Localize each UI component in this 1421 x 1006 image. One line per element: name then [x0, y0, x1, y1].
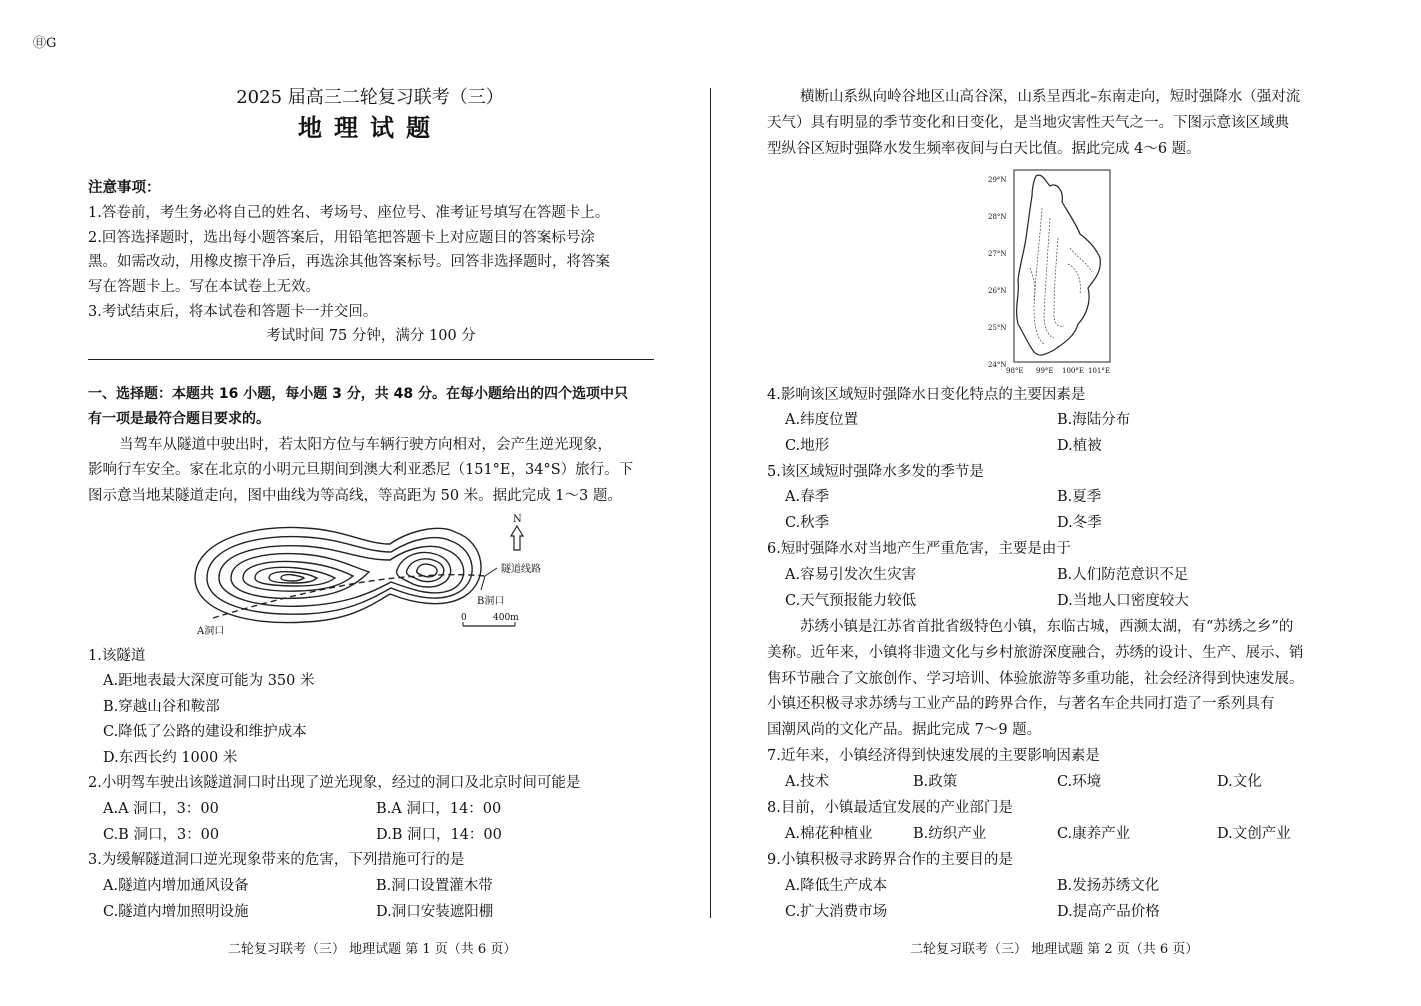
subject-title: 地理试题 [298, 114, 442, 142]
question-option: A.降低生产成本 [785, 878, 888, 894]
region-outline [1017, 175, 1101, 355]
question-option: C.地形 [785, 438, 830, 454]
svg-text:98°E: 98°E [1006, 367, 1024, 375]
svg-text:28°N: 28°N [988, 213, 1007, 221]
scale-end: 400m [493, 613, 519, 623]
question-stem: 6.短时强降水对当地产生严重危害，主要是由于 [767, 541, 1071, 557]
question-option: A.距地表最大深度可能为 350 米 [103, 673, 315, 689]
question-option: B.海陆分布 [1057, 412, 1131, 428]
passage-line: 型纵谷区短时强降水发生频率夜间与白天比值。据此完成 4～6 题。 [767, 141, 1201, 157]
question-option: B.穿越山谷和鞍部 [103, 699, 220, 715]
svg-text:29°N: 29°N [988, 176, 1007, 184]
question-option: C.降低了公路的建设和维护成本 [103, 724, 307, 740]
question-option: A.春季 [785, 489, 830, 505]
tunnel-label: 隧道线路 [501, 564, 541, 575]
question-option: D.提高产品价格 [1057, 904, 1160, 920]
question-option: A.隧道内增加通风设备 [103, 878, 249, 894]
scale-zero: 0 [461, 613, 467, 623]
exam-time: 考试时间 75 分钟，满分 100 分 [266, 328, 476, 344]
passage-line: 苏绣小镇是江苏省首批省级特色小镇，东临古城，西濒太湖，有“苏绣之乡”的 [800, 619, 1294, 635]
passage-line: 美称。近年来，小镇将非遗文化与乡村旅游深度融合，苏绣的设计、生产、展示、销 [767, 645, 1304, 661]
question-option: D.洞口安装遮阳棚 [376, 904, 494, 920]
question-option: B.政策 [913, 774, 958, 790]
footer-right: 二轮复习联考（三） 地理试题 第 2 页（共 6 页） [910, 942, 1199, 957]
question-option: D.文化 [1217, 774, 1262, 790]
question-option: C.天气预报能力较低 [785, 593, 917, 609]
footer-left: 二轮复习联考（三） 地理试题 第 1 页（共 6 页） [228, 942, 517, 957]
question-option: C.B 洞口，3：00 [103, 827, 220, 843]
question-option: B.发扬苏绣文化 [1057, 878, 1160, 894]
passage-line: 小镇还积极寻求苏绣与工业产品的跨界合作，与著名车企共同打造了一系列具有 [767, 696, 1275, 712]
question-option: C.康养产业 [1057, 826, 1131, 842]
b-entrance-label: B洞口 [477, 596, 505, 607]
exam-badge: ㊐G [33, 36, 57, 51]
latitude-labels [988, 176, 1007, 369]
ratio-isolines [1030, 208, 1092, 344]
question-option: C.秋季 [785, 515, 830, 531]
svg-text:101°E: 101°E [1088, 367, 1110, 375]
question-option: A.A 洞口，3：00 [103, 801, 219, 817]
question-option: C.扩大消费市场 [785, 904, 888, 920]
question-option: C.环境 [1057, 774, 1102, 790]
question-stem: 1.该隧道 [88, 648, 146, 664]
question-option: A.棉花种植业 [785, 826, 873, 842]
section-heading: 有一项是最符合题目要求的。 [88, 411, 270, 427]
question-stem: 9.小镇积极寻求跨界合作的主要目的是 [767, 852, 1013, 868]
question-stem: 7.近年来，小镇经济得到快速发展的主要影响因素是 [767, 748, 1100, 764]
page-divider [710, 88, 711, 918]
question-option: C.隧道内增加照明设施 [103, 904, 249, 920]
question-option: A.纬度位置 [785, 412, 859, 428]
exam-title: 2025 届高三二轮复习联考（三） [236, 87, 504, 108]
valley-map [984, 168, 1116, 378]
svg-text:25°N: 25°N [988, 324, 1007, 332]
question-option: D.B 洞口，14：00 [376, 827, 502, 843]
svg-text:24°N: 24°N [988, 361, 1007, 369]
north-arrow-icon [511, 526, 523, 550]
passage-line: 当驾车从隧道中驶出时，若太阳方位与车辆行驶方向相对，会产生逆光现象， [119, 437, 612, 453]
question-stem: 3.为缓解隧道洞口逆光现象带来的危害，下列措施可行的是 [88, 852, 465, 868]
question-stem: 4.影响该区域短时强降水日变化特点的主要因素是 [767, 387, 1086, 403]
question-option: B.夏季 [1057, 489, 1102, 505]
question-option: B.纺织产业 [913, 826, 987, 842]
question-stem: 5.该区域短时强降水多发的季节是 [767, 464, 984, 480]
contour-map [185, 510, 545, 640]
notice-line: 写在答题卡上。写在本试卷上无效。 [88, 279, 320, 295]
longitude-labels [1006, 367, 1110, 375]
notice-line: 黑。如需改动，用橡皮擦干净后，再选涂其他答案标号。回答非选择题时，将答案 [88, 254, 610, 270]
svg-text:100°E: 100°E [1062, 367, 1084, 375]
question-option: D.冬季 [1057, 515, 1102, 531]
svg-text:27°N: 27°N [988, 250, 1007, 258]
passage-line: 国潮风尚的文化产品。据此完成 7～9 题。 [767, 722, 1042, 738]
svg-text:26°N: 26°N [988, 287, 1007, 295]
passage-line: 影响行车安全。家在北京的小明元旦期间到澳大利亚悉尼（151°E，34°S）旅行。下 [88, 462, 634, 478]
question-option: D.当地人口密度较大 [1057, 593, 1189, 609]
question-option: B.人们防范意识不足 [1057, 567, 1189, 583]
question-stem: 8.目前，小镇最适宜发展的产业部门是 [767, 800, 1013, 816]
question-option: A.技术 [785, 774, 830, 790]
question-option: D.东西长约 1000 米 [103, 750, 238, 766]
question-option: D.文创产业 [1217, 826, 1291, 842]
question-option: D.植被 [1057, 438, 1102, 454]
question-stem: 2.小明驾车驶出该隧道洞口时出现了逆光现象，经过的洞口及北京时间可能是 [88, 775, 581, 791]
svg-text:99°E: 99°E [1036, 367, 1054, 375]
question-option: B.洞口设置灌木带 [376, 878, 493, 894]
divider [88, 359, 654, 360]
a-entrance-label: A洞口 [197, 626, 225, 637]
notice-line: 3.考试结束后，将本试卷和答题卡一并交回。 [88, 304, 378, 320]
passage-line: 横断山系纵向岭谷地区山高谷深，山系呈西北–东南走向，短时强降水（强对流 [800, 89, 1301, 105]
passage-line: 图示意当地某隧道走向，图中曲线为等高线，等高距为 50 米。据此完成 1～3 题。 [88, 488, 622, 504]
contour-lines [195, 527, 481, 622]
question-option: A.容易引发次生灾害 [785, 567, 917, 583]
passage-line: 售环节融合了文旅创作、学习培训、体验旅游等多重功能，社会经济得到快速发展。 [767, 671, 1304, 687]
notice-heading: 注意事项： [88, 180, 161, 196]
passage-line: 天气）具有明显的季节变化和日变化，是当地灾害性天气之一。下图示意该区域典 [767, 115, 1289, 131]
notice-line: 2.回答选择题时，选出每小题答案后，用铅笔把答题卡上对应题目的答案标号涂 [88, 230, 595, 246]
section-heading: 一、选择题：本题共 16 小题，每小题 3 分，共 48 分。在每小题给出的四个选项中只 [88, 386, 628, 402]
notice-line: 1.答卷前，考生务必将自己的姓名、考场号、座位号、准考证号填写在答题卡上。 [88, 205, 610, 221]
question-option: B.A 洞口，14：00 [376, 801, 502, 817]
north-label: N [513, 514, 522, 525]
